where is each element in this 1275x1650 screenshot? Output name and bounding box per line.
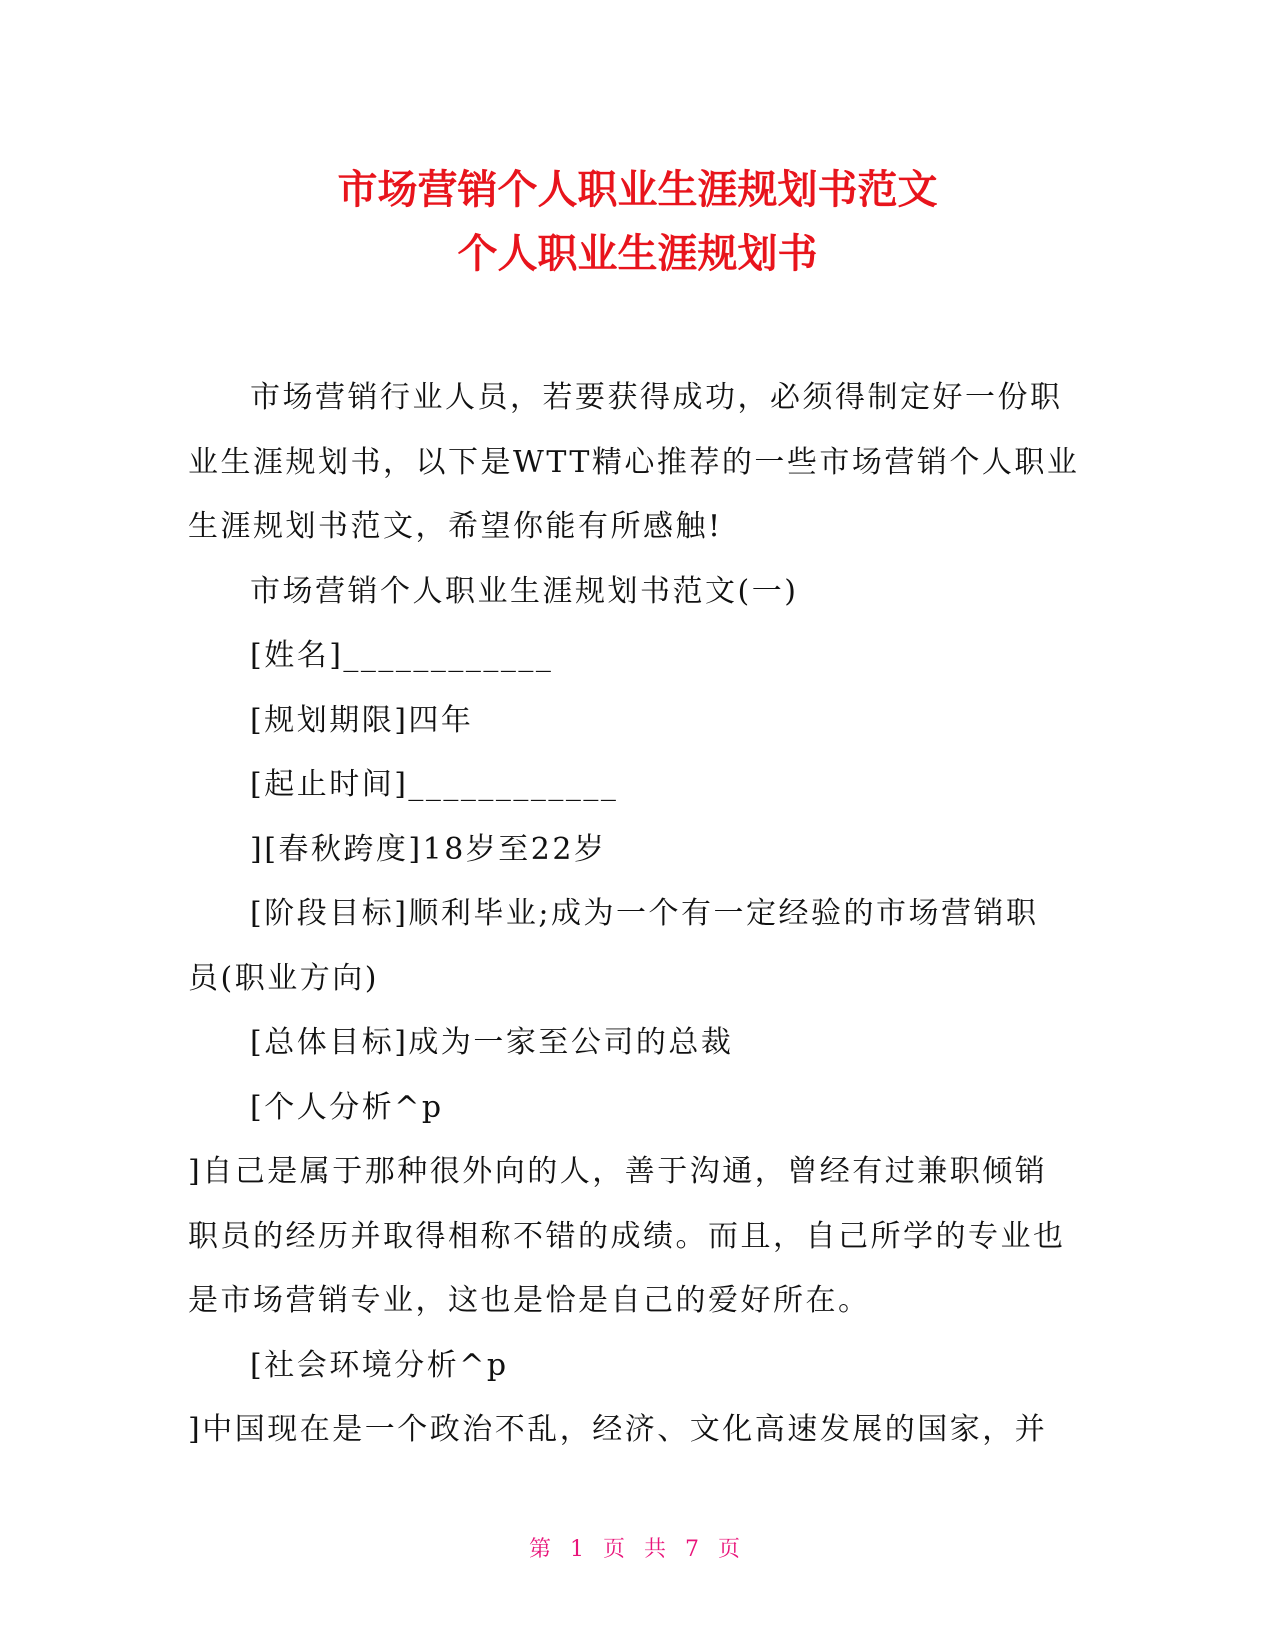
- body-line: 员(职业方向): [188, 960, 379, 996]
- body-line: 业生涯规划书，以下是WTT精心推荐的一些市场营销个人职业: [188, 444, 1080, 480]
- body-line: [总体目标]成为一家至公司的总裁: [250, 1025, 734, 1060]
- body-line: ]中国现在是一个政治不乱，经济、文化高速发展的国家，并: [188, 1412, 1048, 1447]
- title-block: [0, 158, 1275, 286]
- body-line: [规划期限]四年: [250, 702, 474, 738]
- body-line: 生涯规划书范文，希望你能有所感触!: [188, 509, 723, 544]
- document-subtitle: 个人职业生涯规划书: [457, 231, 818, 277]
- body-line: 是市场营销专业，这也是恰是自己的爱好所在。: [188, 1283, 871, 1318]
- body-line: [社会环境分析^p: [250, 1347, 509, 1383]
- body-line: [姓名]____________: [250, 638, 554, 673]
- body-line: [起止时间]____________: [250, 767, 619, 802]
- body-line: ][春秋跨度]18岁至22岁: [250, 831, 607, 867]
- body-line: 市场营销个人职业生涯规划书范文(一): [250, 573, 799, 609]
- body-line: [阶段目标]顺利毕业;成为一个有一定经验的市场营销职: [250, 896, 1039, 931]
- body-line: 市场营销行业人员，若要获得成功，必须得制定好一份职: [250, 380, 1063, 415]
- document-body: [188, 366, 1088, 1463]
- page-footer: 第 1 页 共 7 页: [529, 1537, 746, 1562]
- body-line: [个人分析^p: [250, 1089, 444, 1125]
- document-title: 市场营销个人职业生涯规划书范文: [337, 167, 938, 213]
- body-line: 职员的经历并取得相称不错的成绩。而且，自己所学的专业也: [188, 1218, 1066, 1254]
- body-line: ]自己是属于那种很外向的人，善于沟通，曾经有过兼职倾销: [188, 1154, 1048, 1189]
